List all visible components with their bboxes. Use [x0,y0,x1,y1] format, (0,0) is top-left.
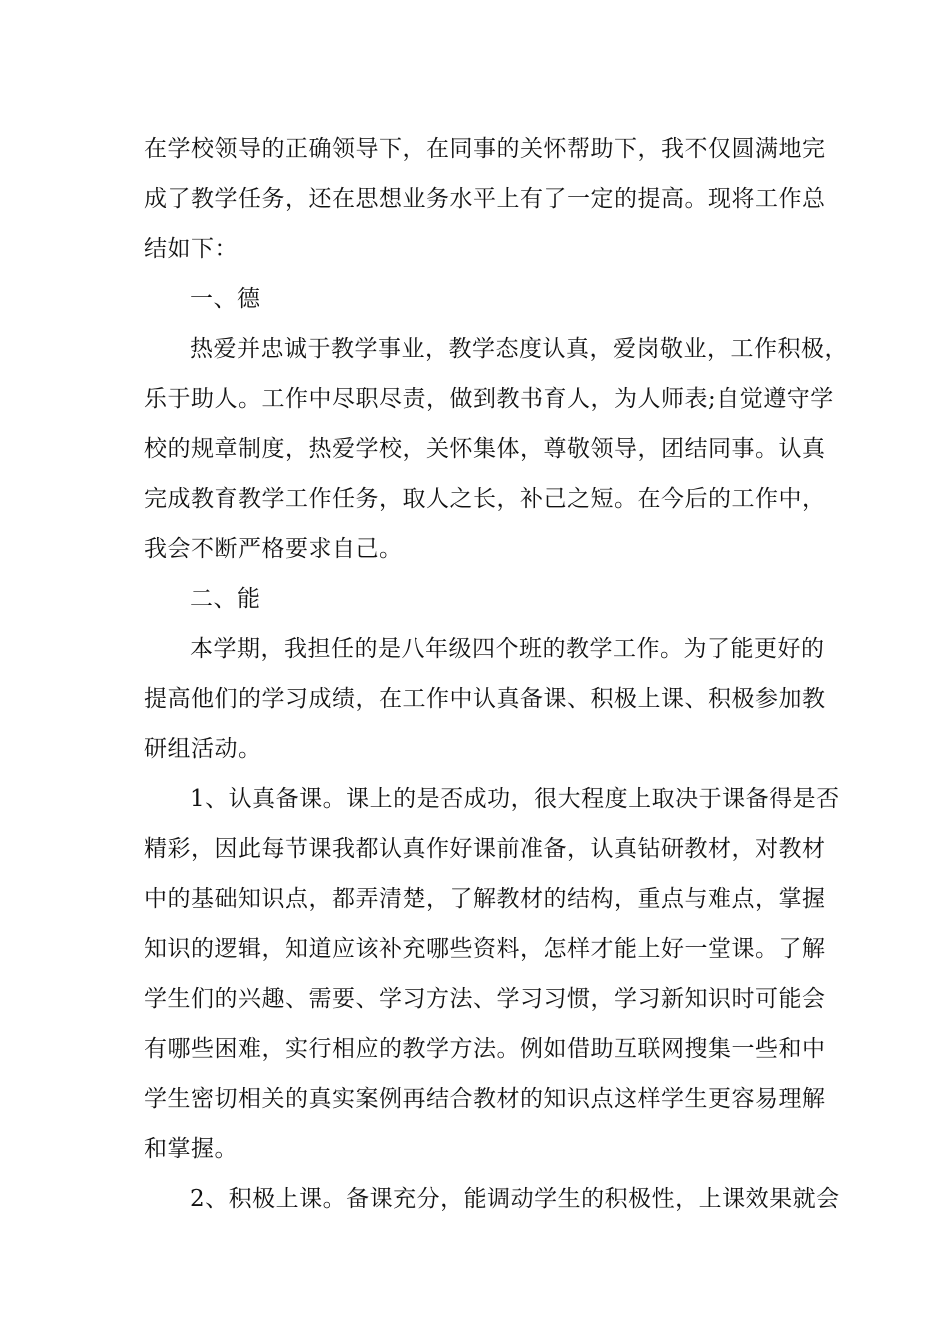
text-line: 学生们的兴趣、需要、学习方法、学习习惯，学习新知识时可能会 [144,986,826,1012]
text-line: 提高他们的学习成绩，在工作中认真备课、积极上课、积极参加教 [144,686,826,712]
text-line: 1、认真备课。课上的是否成功，很大程度上取决于课备得是否 [190,786,840,812]
text-line: 成了教学任务，还在思想业务水平上有了一定的提高。现将工作总 [144,186,826,212]
text-line: 学生密切相关的真实案例再结合教材的知识点这样学生更容易理解 [144,1086,826,1112]
section-heading-de [144,274,809,324]
text-line: 在学校领导的正确领导下，在同事的关怀帮助下，我不仅圆满地完 [144,136,826,162]
text-line: 我会不断严格要求自己。 [144,536,403,562]
text-line: 精彩，因此每节课我都认真作好课前准备，认真钻研教材，对教材 [144,836,826,862]
text-line: 2、积极上课。备课充分，能调动学生的积极性，上课效果就会 [190,1186,840,1212]
text-line: 完成教育教学工作任务，取人之长，补己之短。在今后的工作中， [144,486,826,512]
text-line: 研组活动。 [144,736,262,762]
text-line: 有哪些困难，实行相应的教学方法。例如借助互联网搜集一些和中 [144,1036,826,1062]
text-line: 结如下： [144,236,238,262]
text-line: 中的基础知识点，都弄清楚，了解教材的结构，重点与难点，掌握 [144,886,826,912]
text-line: 校的规章制度，热爱学校，关怀集体，尊敬领导，团结同事。认真 [144,436,826,462]
paragraph-neng-body [144,624,826,774]
heading-text: 二、能 [190,586,261,612]
paragraph-item-1 [144,774,840,1174]
paragraph-intro [144,124,826,274]
paragraph-item-2 [144,1174,840,1224]
paragraph-de-body [144,324,848,574]
text-line: 本学期，我担任的是八年级四个班的教学工作。为了能更好的 [190,636,825,662]
section-heading-neng [144,574,809,624]
text-line: 知识的逻辑，知道应该补充哪些资料，怎样才能上好一堂课。了解 [144,936,826,962]
text-line: 乐于助人。工作中尽职尽责，做到教书育人，为人师表;自觉遵守学 [144,386,834,412]
heading-text: 一、德 [190,286,261,312]
text-line: 和掌握。 [144,1136,238,1162]
document-body [144,124,848,1224]
text-line: 热爱并忠诚于教学事业，教学态度认真，爱岗敬业，工作积极， [190,336,848,362]
